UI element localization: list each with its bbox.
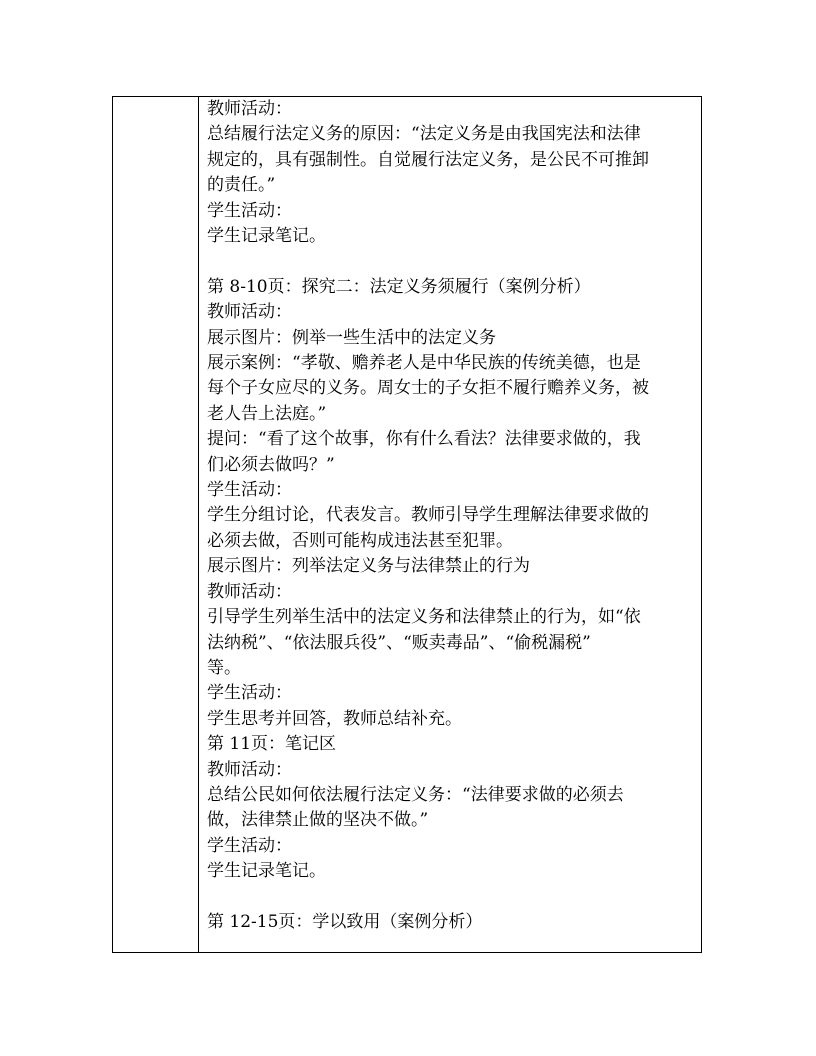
text-line: 学生记录笔记。 [207,861,326,882]
text-line: 展示案例：“孝敬、赡养老人是中华民族的传统美德，也是 [207,353,641,374]
section-heading: 第 8-10页：探究二：法定义务须履行（案例分析） [207,276,591,297]
table-left-column [113,97,199,952]
blank-line [207,885,687,910]
text-line: 老人告上法庭。” [207,403,327,424]
text-line: 教师活动： [207,302,292,323]
section-heading: 第 12-15页：学以致用（案例分析） [207,911,483,932]
text-line: 提问：“看了这个故事，你有什么看法？法律要求做的，我 [207,429,641,450]
text-line: 展示图片：例举一些生活中的法定义务 [207,327,496,348]
lesson-table [112,96,702,953]
text-line: 总结公民如何依法履行法定义务：“法律要求做的必须去 [207,784,624,805]
text-line: 学生分组讨论，代表发言。教师引导学生理解法律要求做的 [207,505,649,526]
text-line: 规定的，具有强制性。自觉履行法定义务，是公民不可推卸 [207,149,649,170]
text-line: 教师活动： [207,581,292,602]
section-heading: 第 11页：笔记区 [207,734,337,755]
table-right-column [199,97,701,952]
text-line: 展示图片：列举法定义务与法律禁止的行为 [207,556,530,577]
text-line: 的责任。” [207,175,276,196]
text-line: 教师活动： [207,99,292,119]
text-line: 教师活动： [207,759,292,780]
blank-line [207,249,687,274]
text-line: 每个子女应尽的义务。周女士的子女拒不履行赡养义务，被 [207,378,649,399]
text-line: 做，法律禁止做的坚决不做。” [207,810,429,831]
text-line: 学生活动： [207,835,292,856]
text-line: 引导学生列举生活中的法定义务和法律禁止的行为，如“依 [207,607,641,628]
text-line: 学生活动： [207,200,292,221]
text-line: 们必须去做吗？” [207,454,335,475]
text-line: 总结履行法定义务的原因：“法定义务是由我国宪法和法律 [207,124,641,145]
text-line: 等。 [207,657,241,678]
text-line: 学生记录笔记。 [207,226,326,247]
text-line: 法纳税”、“依法服兵役”、“贩卖毒品”、“偷税漏税” [207,632,591,653]
text-line: 必须去做，否则可能构成违法甚至犯罪。 [207,530,513,551]
text-line: 学生思考并回答，教师总结补充。 [207,708,462,729]
text-line: 学生活动： [207,480,292,501]
text-line: 学生活动： [207,683,292,704]
